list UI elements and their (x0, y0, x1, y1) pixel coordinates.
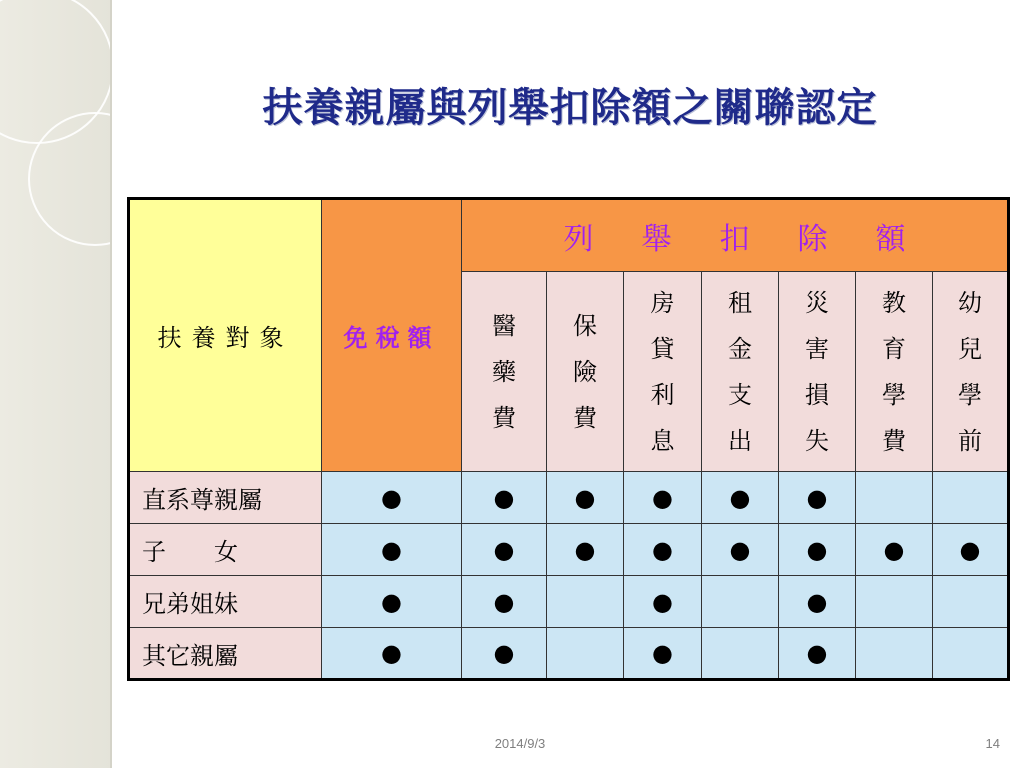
subheader-char: 房 (650, 288, 675, 317)
subheader-char: 醫 (492, 311, 516, 340)
deduction-mark-cell (547, 576, 624, 628)
exemption-mark-cell: ● (322, 628, 462, 680)
subheader-label (702, 280, 778, 464)
deduction-mark-cell: ● (462, 524, 547, 576)
deduction-mark-cell: ● (462, 628, 547, 680)
subheader-cell (624, 272, 702, 472)
header-itemized-char: 扣 (719, 221, 750, 257)
subheader-char: 藥 (492, 357, 516, 386)
deduction-mark-cell: ● (624, 524, 702, 576)
subheader-cell (779, 272, 856, 472)
deduction-mark-cell (933, 472, 1009, 524)
decorative-side-panel (0, 0, 112, 768)
deduction-mark-cell: ● (856, 524, 933, 576)
deduction-mark-cell (933, 628, 1009, 680)
subheader-char: 支 (728, 380, 752, 409)
header-itemized-char: 列 (563, 221, 594, 257)
deduction-mark-cell: ● (624, 628, 702, 680)
deduction-mark-cell (702, 576, 779, 628)
subheader-cell (702, 272, 779, 472)
exemption-mark-cell: ● (322, 524, 462, 576)
row-label: 直系尊親屬 (129, 472, 322, 524)
header-exemption-label: 免稅額 (343, 323, 440, 352)
subheader-cell (933, 272, 1009, 472)
subheader-char: 失 (805, 426, 829, 455)
header-itemized-char: 舉 (641, 221, 672, 257)
subheader-label (856, 280, 932, 464)
deduction-mark-cell (702, 628, 779, 680)
row-label: 兄弟姐妹 (129, 576, 322, 628)
subheader-char: 損 (805, 380, 829, 409)
subheader-label (547, 303, 623, 441)
deduction-mark-cell: ● (779, 524, 856, 576)
footer-date: 2014/9/3 (494, 736, 546, 751)
subheader-cell (547, 272, 624, 472)
subheader-cell (462, 272, 547, 472)
row-label: 子 女 (129, 524, 322, 576)
subheader-char: 費 (573, 403, 597, 432)
subheader-char: 育 (882, 334, 906, 363)
header-itemized (462, 199, 1009, 272)
header-dependent (129, 199, 322, 472)
exemption-mark-cell: ● (322, 576, 462, 628)
subheader-char: 兒 (958, 334, 982, 363)
table-row (129, 628, 1009, 680)
table-row (129, 472, 1009, 524)
subheader-char: 保 (573, 311, 597, 340)
subheader-char: 費 (882, 426, 906, 455)
subheader-char: 學 (958, 380, 982, 409)
subheader-char: 險 (573, 357, 597, 386)
subheader-label (462, 303, 546, 441)
row-label: 其它親屬 (129, 628, 322, 680)
header-itemized-char: 除 (797, 221, 828, 257)
exemption-mark-cell: ● (322, 472, 462, 524)
deduction-mark-cell: ● (702, 472, 779, 524)
deduction-mark-cell (547, 628, 624, 680)
deduction-mark-cell: ● (933, 524, 1009, 576)
deduction-mark-cell (856, 576, 933, 628)
table-body (129, 472, 1009, 680)
panel-edge (110, 0, 112, 768)
table-row (129, 524, 1009, 576)
subheader-char: 金 (728, 334, 752, 363)
deduction-mark-cell: ● (547, 524, 624, 576)
table-row (129, 576, 1009, 628)
subheader-char: 教 (882, 288, 906, 317)
subheader-cell (856, 272, 933, 472)
deduction-mark-cell: ● (779, 472, 856, 524)
subheader-char: 出 (728, 426, 752, 455)
header-itemized-char: 額 (875, 221, 906, 257)
subheader-char: 息 (650, 426, 675, 455)
deduction-mark-cell (933, 576, 1009, 628)
subheader-char: 費 (492, 403, 516, 432)
deduction-mark-cell (856, 628, 933, 680)
deduction-mark-cell: ● (547, 472, 624, 524)
subheader-char: 幼 (958, 288, 982, 317)
subheader-char: 害 (805, 334, 829, 363)
deduction-mark-cell: ● (624, 472, 702, 524)
deduction-mark-cell: ● (779, 576, 856, 628)
subheader-label (933, 280, 1007, 464)
subheader-label (779, 280, 855, 464)
header-dependent-label: 扶養對象 (157, 324, 294, 352)
footer-page-number: 14 (985, 736, 1000, 751)
deduction-mark-cell: ● (779, 628, 856, 680)
subheader-char: 災 (805, 288, 829, 317)
subheader-label (624, 280, 701, 464)
deduction-mark-cell: ● (702, 524, 779, 576)
subheader-char: 前 (958, 426, 982, 455)
deduction-table (127, 197, 1010, 681)
subheader-char: 租 (728, 288, 752, 317)
deduction-mark-cell (856, 472, 933, 524)
slide-title: 扶養親屬與列舉扣除額之關聯認定 (262, 84, 878, 131)
header-itemized-label (540, 222, 930, 257)
header-exemption (322, 199, 462, 472)
deduction-mark-cell: ● (462, 576, 547, 628)
deduction-mark-cell: ● (624, 576, 702, 628)
subheader-char: 利 (650, 380, 675, 409)
deduction-mark-cell: ● (462, 472, 547, 524)
subheader-char: 學 (882, 380, 906, 409)
subheader-char: 貸 (650, 334, 675, 363)
